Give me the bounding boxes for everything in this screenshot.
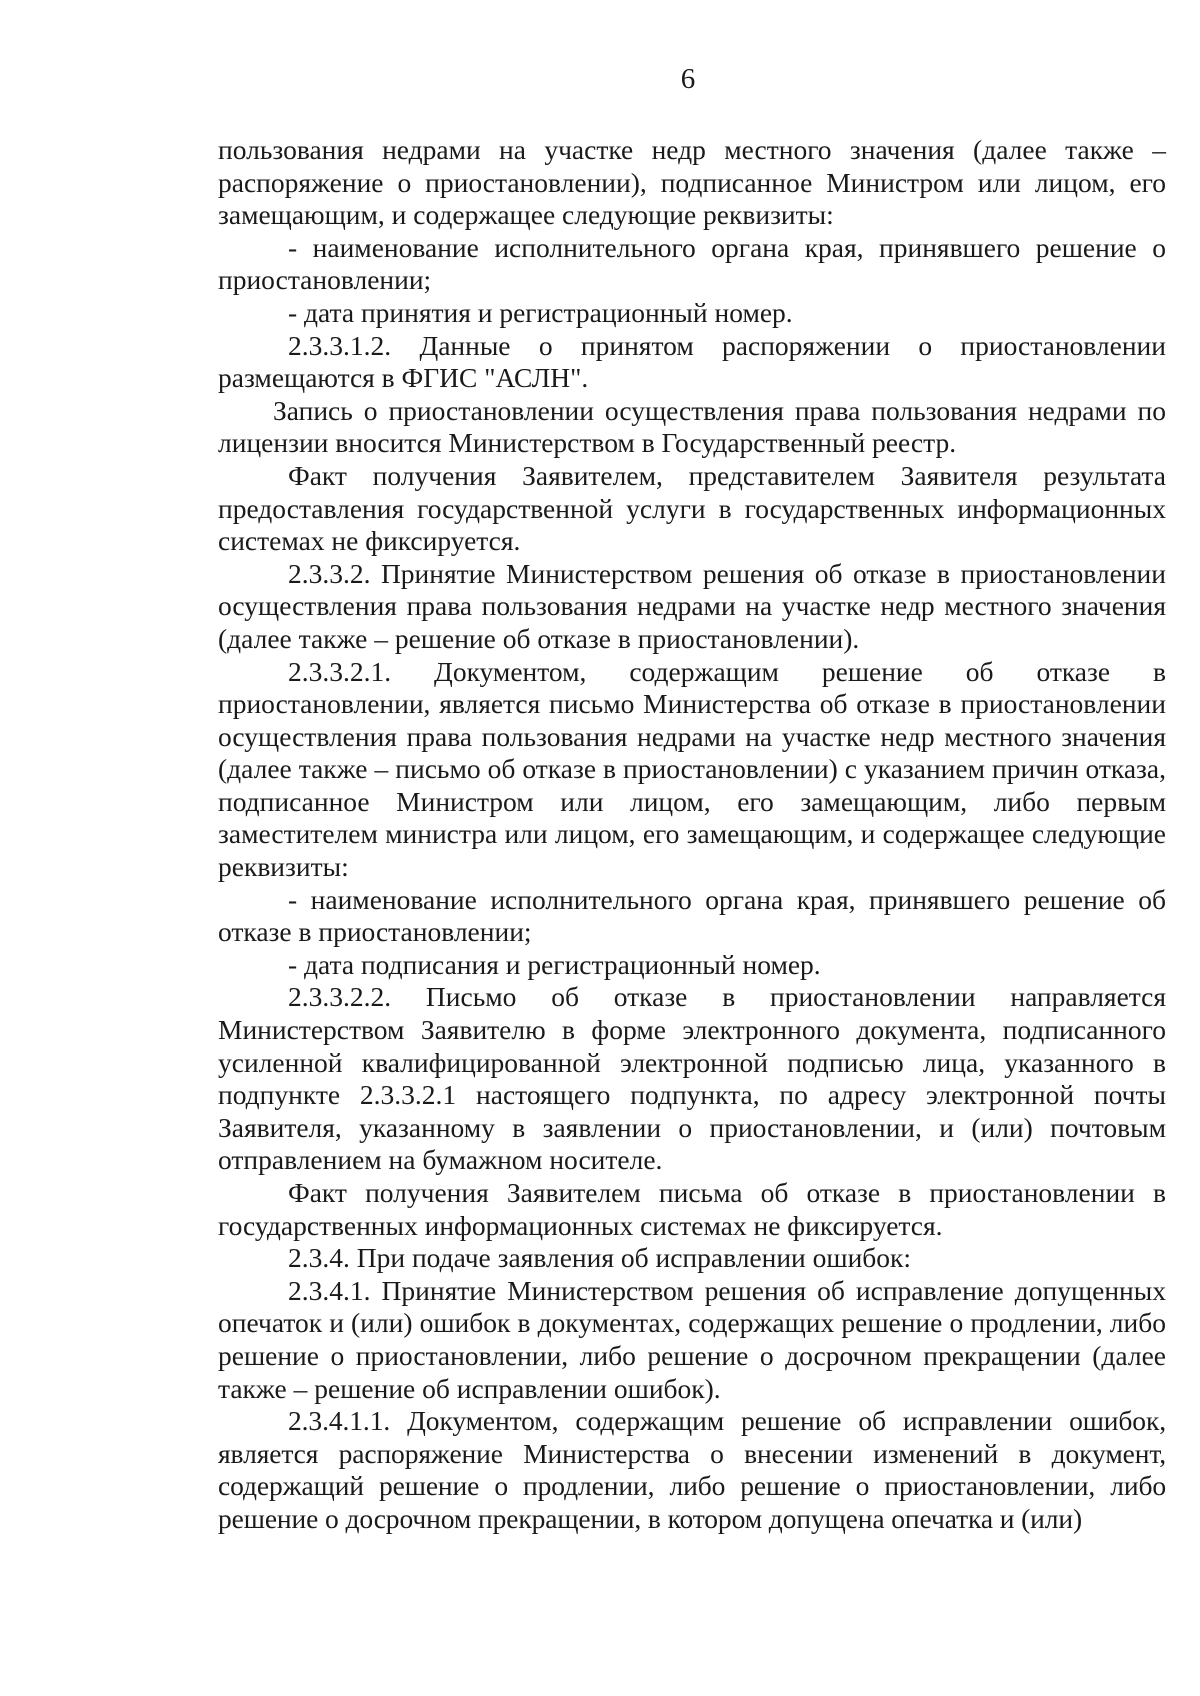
paragraph-9: - наименование исполнительного органа края, принявшего решение об отказе в приостановлении; [218,883,1166,948]
paragraph-15: 2.3.4.1.1. Документом, содержащим решение об исправлении ошибок, является распоряжение Министерства о внесении изменений в документ, содержащий решение о продлении, либо решение о приостановлении, либо решение о досрочном прекращении, в котором допущена опечатка и (или) [218,1405,1166,1534]
paragraph-3: - дата принятия и регистрационный номер. [288,296,793,328]
paragraph-12: Факт получения Заявителем письма об отказе в приостановлении в государственных информационных системах не фиксируется. [218,1177,1166,1241]
document-body [218,134,1166,1536]
page-number: 6 [680,63,696,95]
paragraph-4: 2.3.3.1.2. Данные о принятом распоряжении о приостановлении размещаются в ФГИС "АСЛН". [218,329,1166,394]
paragraph-8: 2.3.3.2.1. Документом, содержащим решение об отказе в приостановлении, является письмо Министерства об отказе в приостановлении осуществления права пользования недрами на участке недр местного значения (далее также – письмо об отказе в приостановлении) с указанием причин отказа, подписанное Министром или лицом, его замещающим, либо первым заместителем министра или лицом, его замещающим, и содержащее следующие реквизиты: [218,655,1166,883]
paragraph-10: - дата подписания и регистрационный номер. [288,948,821,980]
paragraph-1: пользования недрами на участке недр местного значения (далее также – распоряжение о приостановлении), подписанное Министром или лицом, его замещающим, и содержащее следующие реквизиты: [218,134,1166,231]
paragraph-11: 2.3.3.2.2. Письмо об отказе в приостановлении направляется Министерством Заявителю в форме электронного документа, подписанного усиленной квалифицированной электронной подписью лица, указанного в подпункте 2.3.3.2.1 настоящего подпункта, по адресу электронной почты Заявителя, указанному в заявлении о приостановлении, и (или) почтовым отправлением на бумажном носителе. [218,981,1166,1176]
paragraph-14: 2.3.4.1. Принятие Министерством решения об исправление допущенных опечаток и (или) ошибок в документах, содержащих решение о продлении, либо решение о приостановлении, либо решение о досрочном прекращении (далее также – решение об исправлении ошибок). [218,1274,1166,1404]
paragraph-7: 2.3.3.2. Принятие Министерством решения об отказе в приостановлении осуществления права пользования недрами на участке недр местного значения (далее также – решение об отказе в приостановлении). [218,557,1166,654]
paragraph-13: 2.3.4. При подаче заявления об исправлении ошибок: [288,1242,912,1274]
paragraph-2: - наименование исполнительного органа края, принявшего решение о приостановлении; [218,231,1166,296]
paragraph-6: Факт получения Заявителем, представителем Заявителя результата предоставления государственной услуги в государственных информационных системах не фиксируется. [218,459,1166,557]
paragraph-5: Запись о приостановлении осуществления права пользования недрами по лицензии вносится Министерством в Государственный реестр. [218,394,1166,459]
